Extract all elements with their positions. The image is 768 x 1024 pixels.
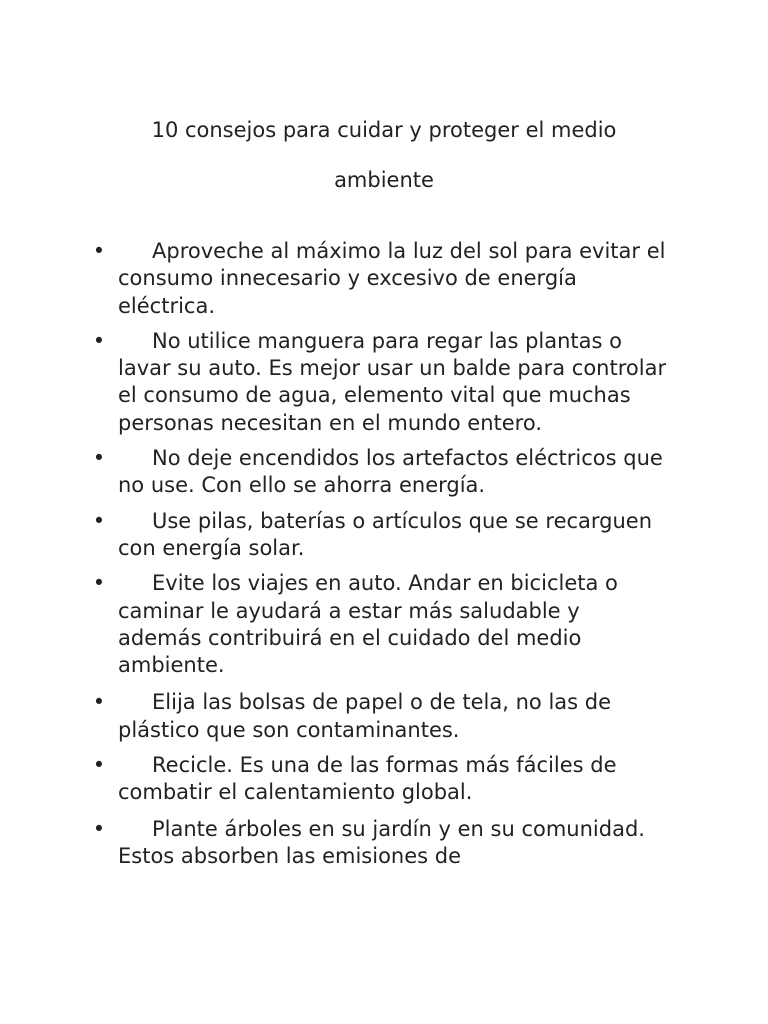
list-item-text: No utilice manguera para regar las plantas o lavar su auto. Es mejor usar un balde para controlar el consumo de agua, elemento vital que muchas personas necesitan en el mundo entero. [118,328,667,435]
list-item [0,816,768,871]
list-item-text: No deje encendidos los artefactos eléctricos que no use. Con ello se ahorra energía. [118,446,663,498]
list-item-text: Evite los viajes en auto. Andar en bicicleta o caminar le ayudará a estar más saludable y además contribuirá en el cuidado del medio ambiente. [118,571,618,678]
bullet-icon: • [92,508,106,533]
bullet-icon: • [92,690,106,715]
bullet-icon: • [92,328,106,353]
list-item-text: Recicle. Es una de las formas más fáciles de combatir el calentamiento global. [118,753,617,805]
list-item [0,238,768,320]
list-item [0,689,768,744]
list-item [0,328,768,437]
list-item-text: Plante árboles en su jardín y en su comunidad. Estos absorben las emisiones de [118,816,645,868]
list-item-text: Aproveche al máximo la luz del sol para evitar el consumo innecesario y excesivo de energía eléctrica. [118,239,666,318]
tips-list [0,238,768,878]
bullet-icon: • [92,753,106,778]
bullet-icon: • [92,816,106,841]
list-item-text: Elija las bolsas de papel o de tela, no las de plástico que son contaminantes. [118,690,612,742]
list-item [0,752,768,807]
list-item-text: Use pilas, baterías o artículos que se recarguen con energía solar. [118,508,653,560]
list-item [0,508,768,563]
page-title-line-2: ambiente [334,168,434,192]
list-item [0,570,768,679]
page-title-line-1: 10 consejos para cuidar y proteger el medio [151,118,617,142]
bullet-icon: • [92,446,106,471]
bullet-icon: • [92,239,106,263]
list-item [0,445,768,500]
bullet-icon: • [92,571,106,596]
